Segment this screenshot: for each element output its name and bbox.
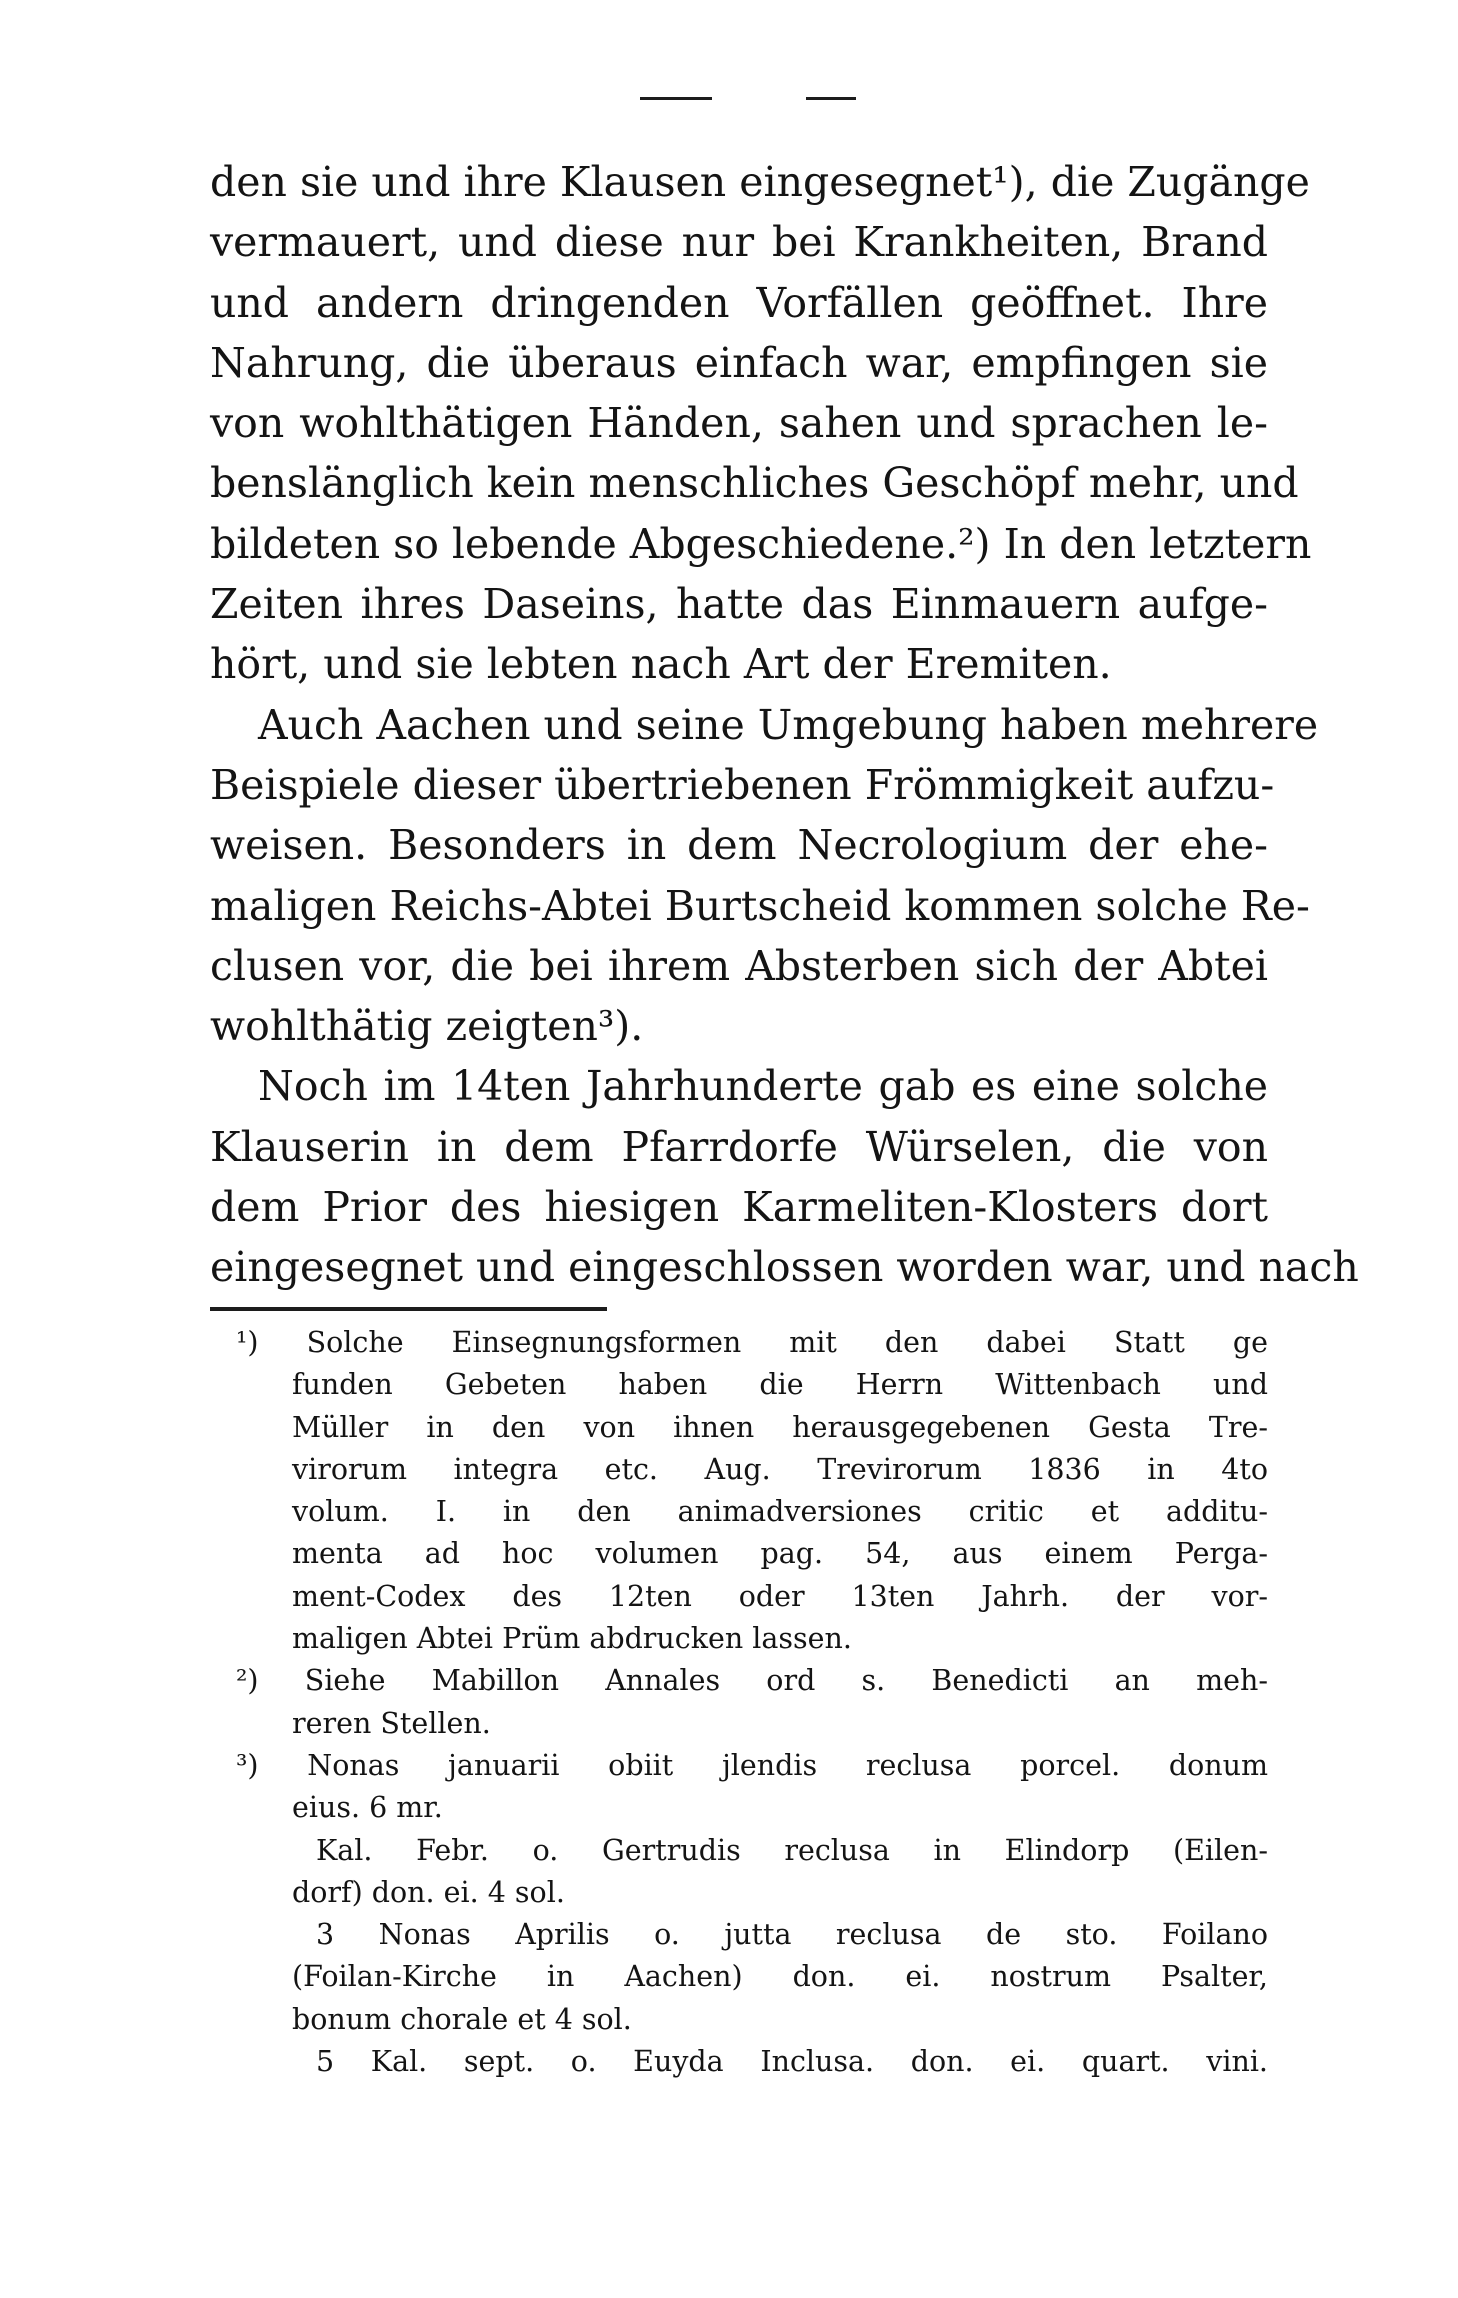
body-line: und andern dringenden Vorfällen geöffnet. Ihre <box>210 278 1268 327</box>
footnote-line: volum. I. in den animadversiones critic et additu- <box>292 1495 1268 1529</box>
body-line: Auch Aachen und seine Umgebung haben mehrere <box>258 700 1319 749</box>
body-line: benslänglich kein menschliches Geschöpf mehr, und <box>210 459 1299 508</box>
body-line: vermauert, und diese nur bei Krankheiten, Brand <box>210 218 1268 267</box>
footnote-line: dorf) don. ei. 4 sol. <box>292 1875 565 1909</box>
footnote-line: Kal. Febr. o. Gertrudis reclusa in Elindorp (Eilen- <box>316 1833 1268 1867</box>
body-line: eingesegnet und eingeschlossen worden war, und nach <box>210 1243 1359 1292</box>
footnote-line: 5 Kal. sept. o. Euyda Inclusa. don. ei. quart. vini. <box>316 2045 1268 2079</box>
body-line: wohlthätig zeigten³). <box>210 1002 644 1051</box>
footnote-line: Müller in den von ihnen herausgegebenen Gesta Tre- <box>292 1410 1268 1444</box>
page-header <box>0 92 1458 106</box>
body-line: maligen Reichs-Abtei Burtscheid kommen solche Re- <box>210 881 1310 930</box>
footnote-line: bonum chorale et 4 sol. <box>292 2002 632 2036</box>
body-line: Nahrung, die überaus einfach war, empfingen sie <box>210 338 1268 387</box>
footnote-line: (Foilan-Kirche in Aachen) don. ei. nostrum Psalter, <box>292 1960 1268 1994</box>
body-line: den sie und ihre Klausen eingesegnet¹), die Zugänge <box>210 158 1310 206</box>
footnote-line: ²) Siehe Mabillon Annales ord s. Benedicti an meh- <box>236 1664 1268 1698</box>
body-line: Zeiten ihres Daseins, hatte das Einmauern aufge- <box>210 580 1268 629</box>
body-line: dem Prior des hiesigen Karmeliten-Klosters dort <box>210 1183 1268 1232</box>
footnote-line: ¹) Solche Einsegnungsformen mit den dabei Statt ge <box>236 1326 1268 1359</box>
header-dash-right <box>806 97 856 100</box>
footnote-line: eius. 6 mr. <box>292 1791 443 1825</box>
footnote-line: funden Gebeten haben die Herrn Wittenbach und <box>292 1368 1268 1402</box>
body-line: bildeten so lebende Abgeschiedene.²) In den letztern <box>210 519 1312 568</box>
body-text <box>210 152 1359 1298</box>
footnote-line: maligen Abtei Prüm abdrucken lassen. <box>292 1622 852 1656</box>
footnote-separator <box>210 1307 607 1311</box>
body-line: von wohlthätigen Händen, sahen und sprachen le- <box>210 399 1268 448</box>
header-dash-left <box>640 97 712 100</box>
footnote-line: reren Stellen. <box>292 1706 491 1740</box>
body-line: weisen. Besonders in dem Necrologium der ehe- <box>210 821 1268 870</box>
body-line: clusen vor, die bei ihrem Absterben sich der Abtei <box>210 941 1268 990</box>
body-line: hört, und sie lebten nach Art der Eremiten. <box>210 640 1112 689</box>
footnote-line: ment-Codex des 12ten oder 13ten Jahrh. der vor- <box>292 1579 1268 1613</box>
footnote-line: ³) Nonas januarii obiit jlendis reclusa porcel. donum <box>236 1748 1268 1782</box>
footnote-line: virorum integra etc. Aug. Trevirorum 1836 in 4to <box>292 1452 1268 1486</box>
body-line: Klauserin in dem Pfarrdorfe Würselen, die von <box>210 1122 1268 1171</box>
body-line: Noch im 14ten Jahrhunderte gab es eine solche <box>258 1062 1268 1111</box>
footnotes <box>236 1322 1268 2083</box>
footnote-line: 3 Nonas Aprilis o. jutta reclusa de sto. Foilano <box>316 1918 1268 1952</box>
body-line: Beispiele dieser übertriebenen Frömmigkeit aufzu- <box>210 760 1275 809</box>
footnote-line: menta ad hoc volumen pag. 54, aus einem Perga- <box>292 1537 1268 1571</box>
